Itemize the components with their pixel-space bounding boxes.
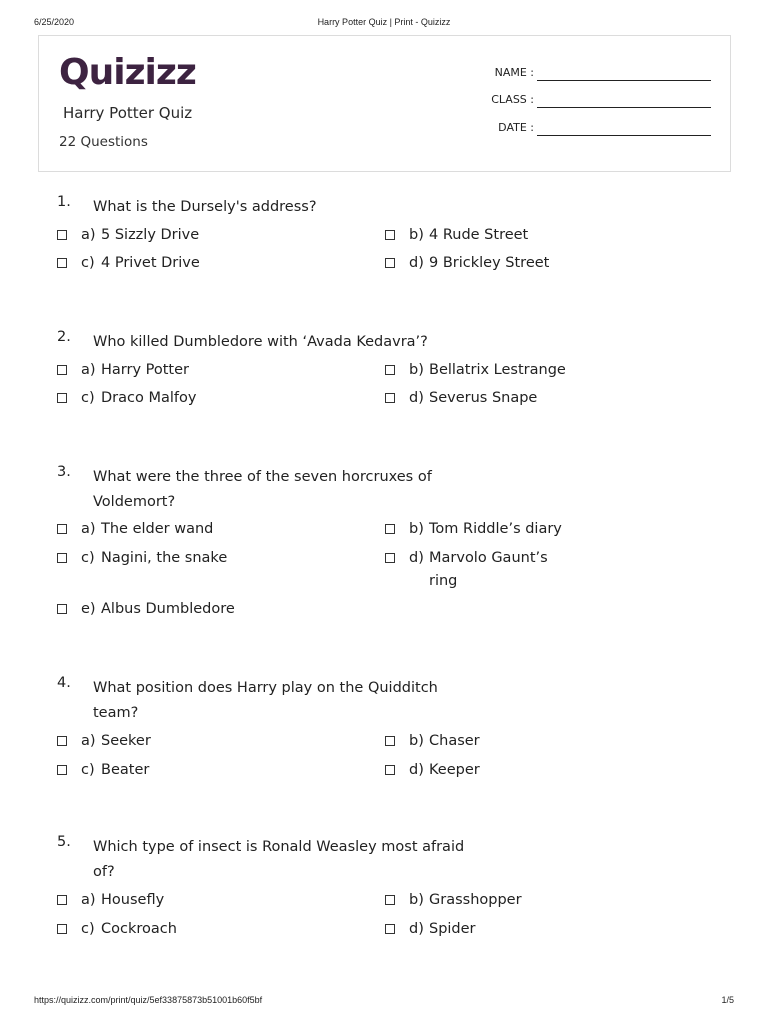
class-field (469, 93, 714, 113)
option-text: Bellatrix Lestrange (429, 362, 566, 378)
print-page-number: 1/5 (721, 995, 734, 1005)
checkbox-icon[interactable] (385, 524, 395, 534)
option-text: Chaser (429, 733, 480, 749)
print-page-title: Harry Potter Quiz | Print - Quizizz (317, 17, 451, 27)
option-letter: b) (409, 892, 424, 908)
option-letter: d) (409, 255, 424, 271)
quizizz-logo (59, 48, 199, 92)
checkbox-icon[interactable] (57, 365, 67, 375)
option-letter: e) (81, 601, 96, 617)
option-letter: b) (409, 521, 424, 537)
question-number: 1. (57, 194, 71, 210)
print-date: 6/25/2020 (34, 17, 75, 27)
svg-text:Quizizz: Quizizz (59, 52, 196, 92)
option-letter: c) (81, 550, 95, 566)
question-count: 22 Questions (59, 134, 148, 150)
print-footer (0, 995, 768, 1009)
print-url: https://quizizz.com/print/quiz/5ef33875873b51001b60f5bf (34, 995, 263, 1005)
option-letter: a) (81, 362, 96, 378)
option-letter: a) (81, 521, 96, 537)
option-letter: d) (409, 550, 424, 566)
option-text: Nagini, the snake (101, 550, 228, 566)
date-field (469, 121, 714, 141)
option-text: Grasshopper (429, 892, 522, 908)
checkbox-icon[interactable] (385, 258, 395, 268)
date-label: DATE : (498, 121, 534, 134)
option-text: The elder wand (101, 521, 214, 537)
print-header (0, 17, 768, 31)
checkbox-icon[interactable] (57, 393, 67, 403)
checkbox-icon[interactable] (385, 230, 395, 240)
quiz-header-card (38, 35, 731, 172)
option-text: Draco Malfoy (101, 390, 197, 406)
option-text: Tom Riddle’s diary (429, 521, 562, 537)
option-text: Housefly (101, 892, 165, 908)
option-text: Severus Snape (429, 390, 538, 406)
option-letter: b) (409, 227, 424, 243)
checkbox-icon[interactable] (385, 895, 395, 905)
name-label: NAME : (494, 66, 534, 79)
question-text: What were the three of the seven horcruxes of Voldemort? (93, 469, 432, 510)
question-text: Who killed Dumbledore with ‘Avada Kedavra’? (93, 334, 428, 350)
option-text: 9 Brickley Street (429, 255, 550, 271)
quiz-title: Harry Potter Quiz (63, 104, 193, 122)
option-text: Seeker (101, 733, 151, 749)
class-line (537, 107, 711, 108)
option-text: Marvolo Gaunt’s ring (429, 550, 548, 589)
option-letter: c) (81, 390, 95, 406)
question-number: 4. (57, 675, 71, 691)
option-text: Spider (429, 921, 476, 937)
checkbox-icon[interactable] (385, 553, 395, 563)
option-letter: b) (409, 362, 424, 378)
date-line (537, 135, 711, 136)
question-text: What is the Dursely's address? (93, 199, 317, 215)
option-letter: d) (409, 762, 424, 778)
option-letter: c) (81, 921, 95, 937)
option-text: Albus Dumbledore (101, 601, 235, 617)
option-letter: c) (81, 255, 95, 271)
option-letter: b) (409, 733, 424, 749)
checkbox-icon[interactable] (57, 524, 67, 534)
option-text: Cockroach (101, 921, 177, 937)
name-line (537, 80, 711, 81)
question-number: 3. (57, 464, 71, 480)
name-field (469, 66, 714, 86)
option-text: 5 Sizzly Drive (101, 227, 200, 243)
checkbox-icon[interactable] (385, 365, 395, 375)
checkbox-icon[interactable] (385, 765, 395, 775)
checkbox-icon[interactable] (385, 924, 395, 934)
question-text: Which type of insect is Ronald Weasley most afraid of? (93, 839, 465, 880)
option-text: 4 Privet Drive (101, 255, 200, 271)
option-letter: a) (81, 227, 96, 243)
option-letter: a) (81, 733, 96, 749)
checkbox-icon[interactable] (57, 553, 67, 563)
checkbox-icon[interactable] (57, 924, 67, 934)
checkbox-icon[interactable] (57, 736, 67, 746)
option-letter: c) (81, 762, 95, 778)
question-number: 2. (57, 329, 71, 345)
option-text: Beater (101, 762, 150, 778)
option-text: 4 Rude Street (429, 227, 529, 243)
quizizz-logo-wordmark (59, 48, 199, 92)
checkbox-icon[interactable] (385, 736, 395, 746)
option-text: Harry Potter (101, 362, 189, 378)
checkbox-icon[interactable] (57, 230, 67, 240)
option-text: Keeper (429, 762, 480, 778)
option-letter: d) (409, 921, 424, 937)
checkbox-icon[interactable] (57, 258, 67, 268)
checkbox-icon[interactable] (57, 895, 67, 905)
checkbox-icon[interactable] (385, 393, 395, 403)
checkbox-icon[interactable] (57, 765, 67, 775)
option-letter: d) (409, 390, 424, 406)
question-text: What position does Harry play on the Quidditch team? (93, 680, 438, 721)
checkbox-icon[interactable] (57, 604, 67, 614)
option-letter: a) (81, 892, 96, 908)
question-number: 5. (57, 834, 71, 850)
class-label: CLASS : (491, 93, 534, 106)
